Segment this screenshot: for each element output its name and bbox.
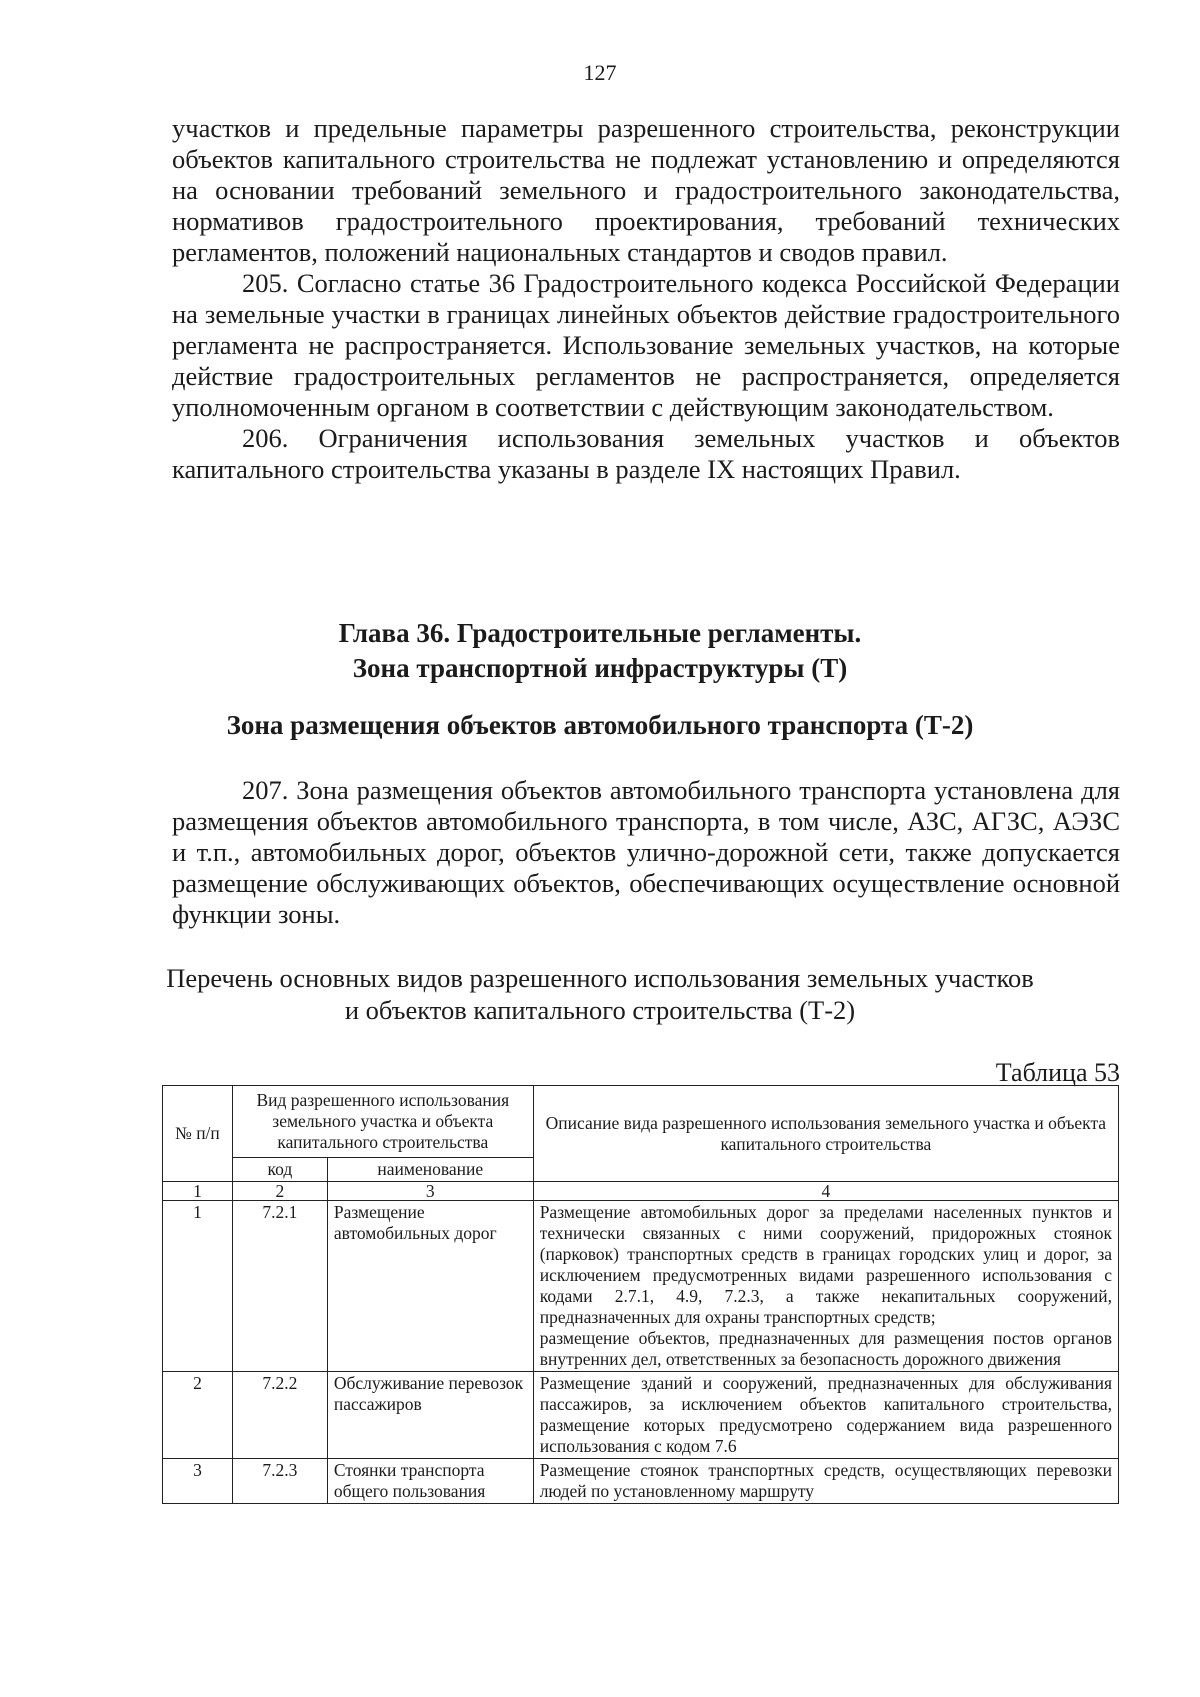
row-num: 3 bbox=[163, 1459, 233, 1504]
table-row bbox=[163, 1372, 1119, 1459]
header-kind-group: Вид разрешенного использования земельного участка и объекта капитального строительства bbox=[232, 1086, 533, 1158]
permitted-use-table bbox=[162, 1085, 1119, 1504]
table-header-row bbox=[163, 1086, 1119, 1158]
row-code: 7.2.1 bbox=[232, 1201, 327, 1372]
paragraph-206: 206. Ограничения использования земельных участков и объектов капитального строительства указаны в разделе IX настоящих Правил. bbox=[172, 423, 1120, 484]
body-text-zone bbox=[172, 775, 1120, 930]
list-title bbox=[0, 962, 1200, 1026]
row-num: 2 bbox=[163, 1372, 233, 1459]
paragraph-207: 207. Зона размещения объектов автомобильного транспорта установлена для размещения объектов автомобильного транспорта, в том числе, АЗС, АГЗС, АЭЗС и т.п., автомобильных дорог, объектов улично-дорожной сети, также допускается размещение обслуживающих объектов, обеспечивающих осуществление основной функции зоны. bbox=[172, 775, 1120, 929]
column-number: 4 bbox=[533, 1182, 1118, 1201]
header-code: код bbox=[232, 1158, 327, 1182]
table-row bbox=[163, 1201, 1119, 1372]
row-description bbox=[533, 1201, 1118, 1372]
zone-title: Зона размещения объектов автомобильного транспорта (Т-2) bbox=[226, 710, 974, 740]
table-row bbox=[163, 1459, 1119, 1504]
page-number: 127 bbox=[583, 60, 617, 85]
row-description-part1: Размещение автомобильных дорог за пределами населенных пунктов и технически связанных с ними сооружений, придорожных стоянок (парковок) транспортных средств в границах городских улиц и дорог, за исключением предусмотренных видами разрешенного использования с кодами 2.7.1, 4.9, 7.2.3, а также некапитальных сооружений, предназначенных для охраны транспортных средств; bbox=[539, 1202, 1112, 1327]
column-number: 3 bbox=[327, 1182, 533, 1201]
column-number-row bbox=[163, 1182, 1119, 1201]
row-description: Размещение зданий и сооружений, предназначенных для обслуживания пассажиров, за исключением объектов капитального строительства, размещение которых предусмотрено содержанием вида разрешенного использования с кодом 7.6 bbox=[533, 1372, 1118, 1459]
row-num: 1 bbox=[163, 1201, 233, 1372]
column-number: 1 bbox=[163, 1182, 233, 1201]
paragraph-205: 205. Согласно статье 36 Градостроительного кодекса Российской Федерации на земельные участки в границах линейных объектов действие градостроительного регламента не распространяется. Использование земельных участков, на которые действие градостроительных регламентов не распространяется, определяется уполномоченным органом в соответствии с действующим законодательством. bbox=[172, 268, 1120, 422]
header-num: № п/п bbox=[163, 1086, 233, 1182]
row-code: 7.2.2 bbox=[232, 1372, 327, 1459]
row-name: Размещение автомобильных дорог bbox=[327, 1201, 533, 1372]
header-name: наименование bbox=[327, 1158, 533, 1182]
row-code: 7.2.3 bbox=[232, 1459, 327, 1504]
chapter-heading-line2: Зона транспортной инфраструктуры (Т) bbox=[352, 653, 848, 683]
row-description-part2: размещение объектов, предназначенных для размещения постов органов внутренних дел, ответственных за безопасность дорожного движения bbox=[539, 1328, 1112, 1369]
list-title-line2: и объектов капитального строительства (Т-2) bbox=[344, 995, 856, 1025]
header-description: Описание вида разрешенного использования земельного участка и объекта капитального строительства bbox=[533, 1086, 1118, 1182]
list-title-line1: Перечень основных видов разрешенного использования земельных участков bbox=[166, 963, 1034, 993]
column-number: 2 bbox=[232, 1182, 327, 1201]
row-name: Обслуживание перевозок пассажиров bbox=[327, 1372, 533, 1459]
row-description: Размещение стоянок транспортных средств, осуществляющих перевозки людей по установленному маршруту bbox=[533, 1459, 1118, 1504]
paragraph-continuation: участков и предельные параметры разрешенного строительства, реконструкции объектов капитального строительства не подлежат установлению и определяются на основании требований земельного и градостроительного законодательства, нормативов градостроительного проектирования, требований технических регламентов, положений национальных стандартов и сводов правил. bbox=[172, 113, 1120, 267]
table-label: Таблица 53 bbox=[995, 1058, 1120, 1087]
chapter-heading-line1: Глава 36. Градостроительные регламенты. bbox=[338, 618, 862, 648]
body-text-top bbox=[172, 113, 1120, 485]
row-name: Стоянки транспорта общего пользования bbox=[327, 1459, 533, 1504]
chapter-heading bbox=[0, 616, 1200, 686]
